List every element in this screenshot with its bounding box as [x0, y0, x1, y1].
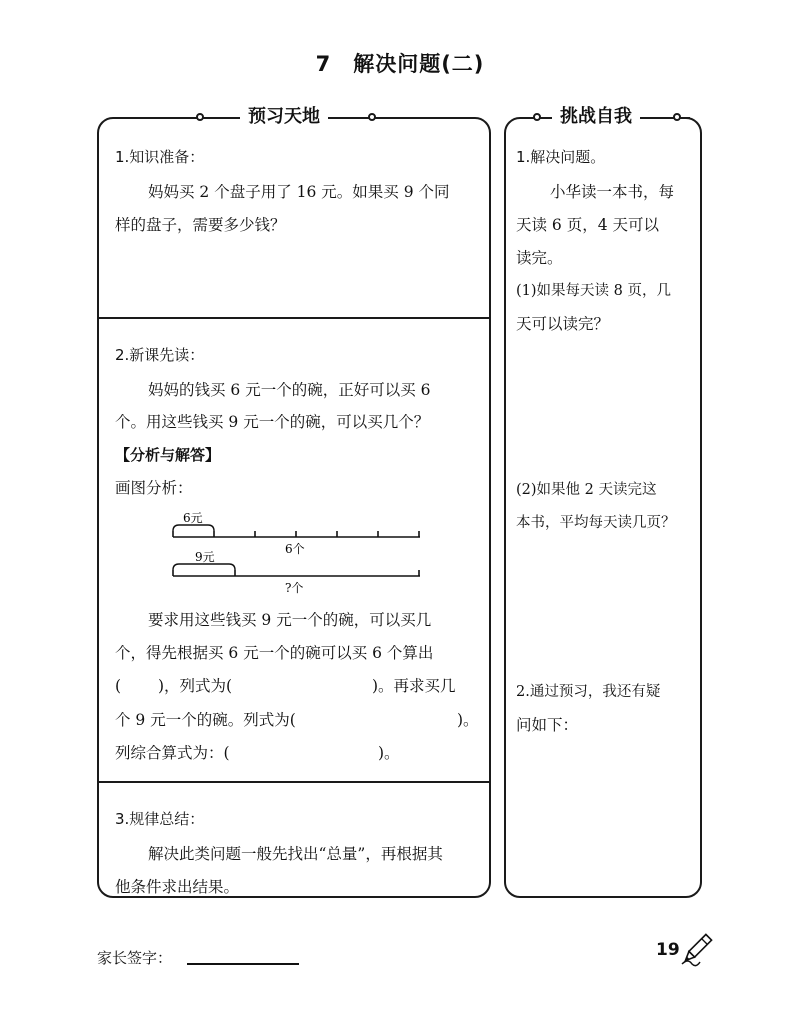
- blank-3-close[interactable]: )。: [457, 711, 479, 729]
- blank-4-close[interactable]: )。: [378, 744, 400, 762]
- left-divider-1: [99, 317, 489, 319]
- s2-para2: 个，得先根据买 6 元一个的碗可以买 6 个算出: [115, 644, 434, 662]
- pencil-icon: [678, 930, 714, 970]
- right-header-dot-left: [533, 113, 541, 121]
- s2-para1: 要求用这些钱买 9 元一个的碗，可以买几: [148, 611, 432, 629]
- left-panel-header: 预习天地: [240, 105, 328, 129]
- draw-analysis-label: 画图分析：: [115, 479, 193, 497]
- blank-1-open: (: [115, 677, 122, 695]
- s2-para4: 个 9 元一个的碗。列式为(: [115, 711, 296, 729]
- s3-heading: 3.规律总结：: [115, 810, 205, 828]
- r-q1-a2: 天可以读完？: [516, 315, 610, 333]
- signature-line[interactable]: [187, 963, 299, 965]
- blank-1-close[interactable]: )，列式为(: [158, 677, 233, 695]
- r-q1-line3: 读完。: [516, 249, 563, 267]
- s1-line2: 样的盘子，需要多少钱？: [115, 216, 286, 234]
- r-q1-heading: 1.解决问题。: [516, 148, 606, 166]
- r-q1-b1: (2)如果他 2 天读完这: [516, 482, 657, 498]
- title-number: 7: [315, 52, 332, 76]
- s2-para5: 列综合算式为：(: [115, 744, 230, 762]
- page-number: 19: [656, 940, 680, 960]
- s2-line1: 妈妈的钱买 6 元一个的碗，正好可以买 6: [148, 381, 431, 399]
- blank-2-close[interactable]: )。再求买几: [372, 677, 456, 695]
- s1-line1: 妈妈买 2 个盘子用了 16 元。如果买 9 个同: [148, 183, 450, 201]
- seg2-total: ?个: [285, 581, 304, 595]
- right-header-dot-right: [673, 113, 681, 121]
- seg1-total: 6个: [285, 542, 305, 556]
- s3-line2: 他条件求出结果。: [115, 878, 240, 896]
- r-q2-line1: 2.通过预习，我还有疑: [516, 684, 661, 700]
- s3-line1: 解决此类问题一般先找出“总量”，再根据其: [148, 845, 443, 863]
- r-q1-b2: 本书，平均每天读几页？: [516, 515, 676, 531]
- s2-heading: 2.新课先读：: [115, 346, 205, 364]
- signature-label: 家长签字：: [97, 949, 173, 967]
- r-q2-line2: 问如下：: [516, 716, 579, 734]
- s2-line2: 个。用这些钱买 9 元一个的碗，可以买几个？: [115, 413, 430, 431]
- s1-heading: 1.知识准备：: [115, 148, 205, 166]
- left-header-dot-right: [368, 113, 376, 121]
- brace-1: [173, 525, 214, 531]
- r-q1-a1: (1)如果每天读 8 页，几: [516, 283, 671, 299]
- right-panel-header: 挑战自我: [552, 105, 640, 129]
- r-q1-line2: 天读 6 页，4 天可以: [516, 216, 660, 234]
- left-divider-2: [99, 781, 489, 783]
- r-q1-line1: 小华读一本书，每: [550, 183, 675, 201]
- diagram-line-2: [173, 550, 420, 595]
- segment-diagram: [165, 508, 430, 598]
- brace-2: [173, 564, 235, 570]
- title-text: 解决问题(二): [353, 52, 485, 76]
- analysis-label: 【分析与解答】: [115, 446, 221, 464]
- seg2-label: 9元: [195, 550, 215, 564]
- page-title: [0, 48, 800, 78]
- seg1-label: 6元: [183, 511, 203, 525]
- left-header-dot-left: [196, 113, 204, 121]
